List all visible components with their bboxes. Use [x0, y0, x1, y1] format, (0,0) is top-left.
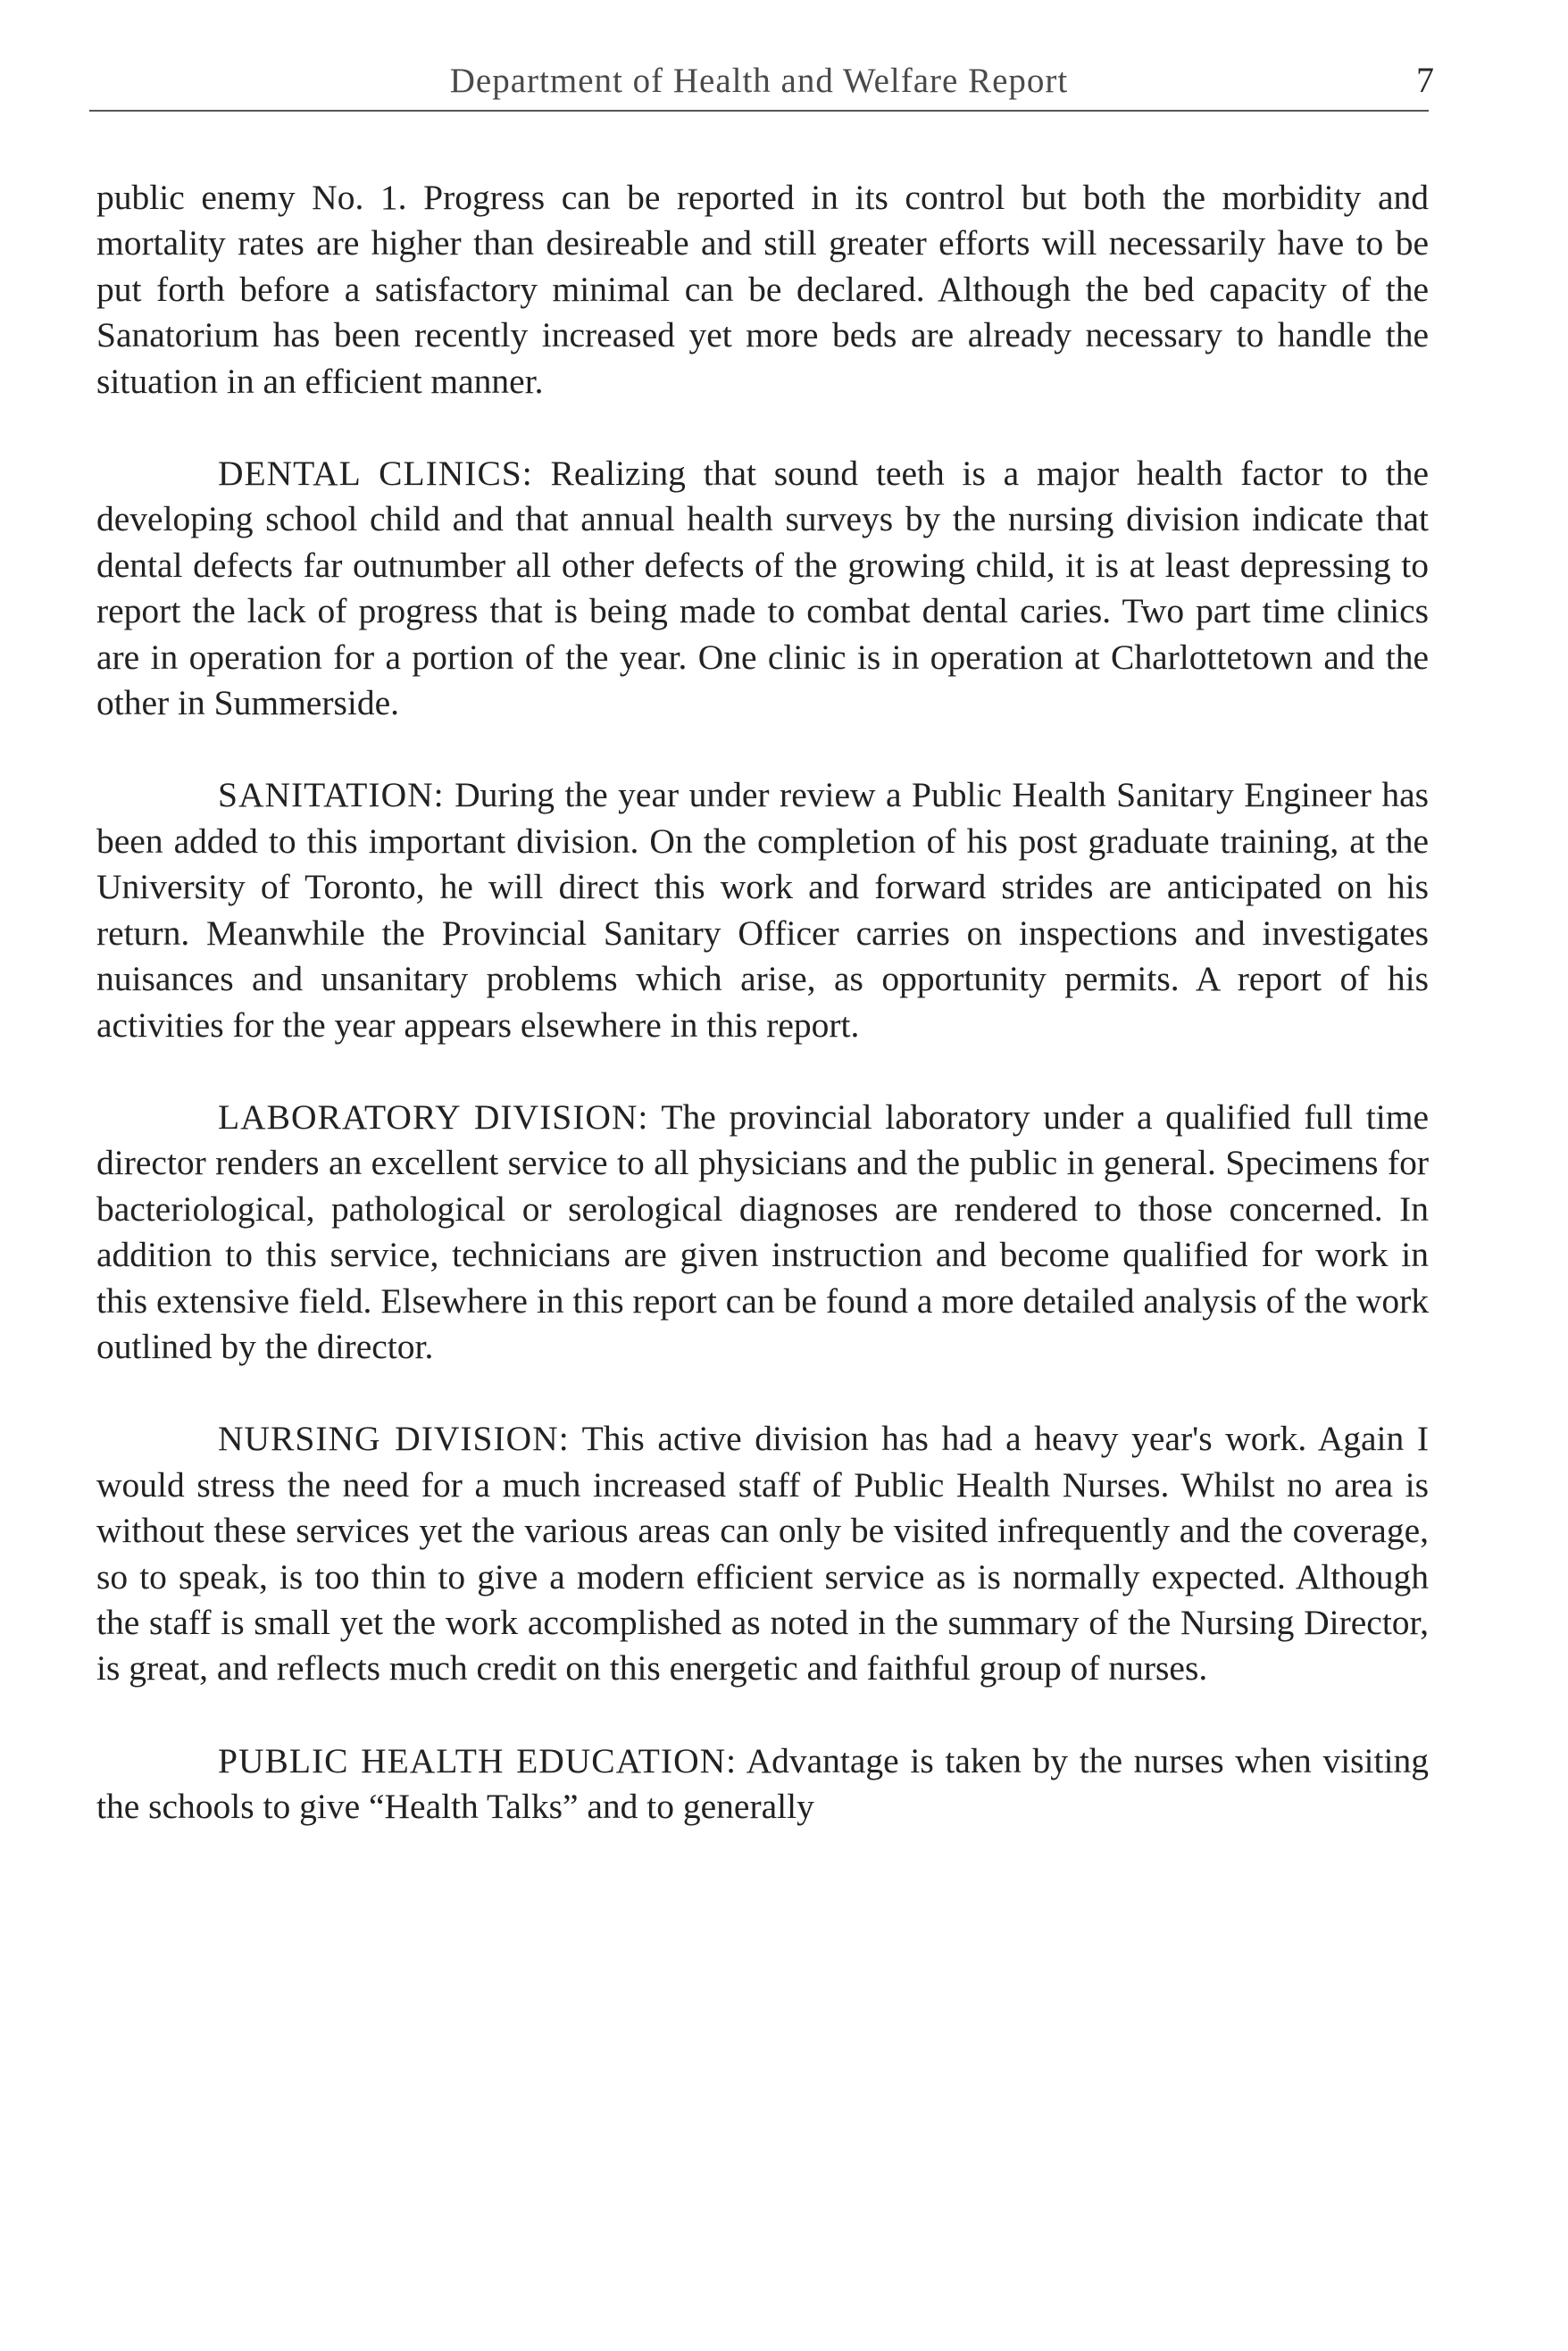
paragraph-public-health-education [96, 1738, 1429, 1830]
body-text [96, 175, 1429, 1877]
paragraph-text: This active division has had a heavy year's work. Again I would stress the need for a much increased staff of Public Health Nurses. Whilst no area is without these services yet the various areas can only be visited infrequently and the coverage, so to speak, is too thin to give a modern efficient service as is normally expected. Although the staff is small yet the work accomplished as noted in the summary of the Nursing Director, is great, and reflects much credit on this energetic and faithful group of nurses. [96, 1419, 1429, 1688]
paragraph-nursing-division [96, 1416, 1429, 1691]
paragraph-text: public enemy No. 1. Progress can be reported in its control but both the morbidity and mortality rates are higher than desireable and still greater efforts will necessarily have to be put forth before a satisfactory minimal can be declared. Although the bed capacity of the Sanatorium has been recently increased yet more beds are already necessary to handle the situation in an efficient manner. [96, 178, 1429, 401]
running-title: Department of Health and Welfare Report [449, 62, 1069, 100]
paragraph-laboratory-division [96, 1095, 1429, 1370]
paragraph-text: The provincial laboratory under a qualified full time director renders an excellent service to all physicians and the public in general. Specimens for bacteriological, pathological or serological diagnoses are rendered to those concerned. In addition to this service, technicians are given instruction and become qualified for work in this extensive field. Elsewhere in this report can be found a more detailed analysis of the work outlined by the director. [96, 1096, 1429, 1366]
section-heading-laboratory-division: LABORATORY DIVISION: [218, 1096, 649, 1137]
paragraph-text: Advantage is taken by the nurses when visiting the schools to give “Health Talks” and to generally [96, 1740, 1429, 1827]
running-head [89, 55, 1434, 109]
page-number: 7 [1416, 60, 1434, 100]
paragraph-tuberculosis-continued [96, 175, 1429, 404]
paragraph-dental-clinics [96, 451, 1429, 726]
section-heading-nursing-division: NURSING DIVISION: [218, 1419, 570, 1459]
header-rule [89, 110, 1429, 112]
section-heading-sanitation: SANITATION: [218, 775, 445, 815]
paragraph-text: Realizing that sound teeth is a major health factor to the developing school child and that annual health surveys by the nursing division indicate that dental defects far outnumber all other defects of the growing child, it is at least depressing to report the lack of progress that is being made to combat dental caries. Two part time clinics are in operation for a portion of the year. One clinic is in operation at Charlottetown and the other in Summerside. [96, 454, 1429, 723]
section-heading-dental-clinics: DENTAL CLINICS: [218, 454, 533, 494]
section-heading-public-health-education: PUBLIC HEALTH EDUCATION: [218, 1740, 738, 1780]
paragraph-sanitation [96, 772, 1429, 1047]
paragraph-text: During the year under review a Public Health Sanitary Engineer has been added to this important division. On the completion of his post graduate training, at the University of Toronto, he will direct this work and forward strides are anticipated on his return. Meanwhile the Provincial Sanitary Officer carries on inspections and investigates nuisances and unsanitary problems which arise, as opportunity permits. A report of his activities for the year appears elsewhere in this report. [96, 775, 1429, 1045]
